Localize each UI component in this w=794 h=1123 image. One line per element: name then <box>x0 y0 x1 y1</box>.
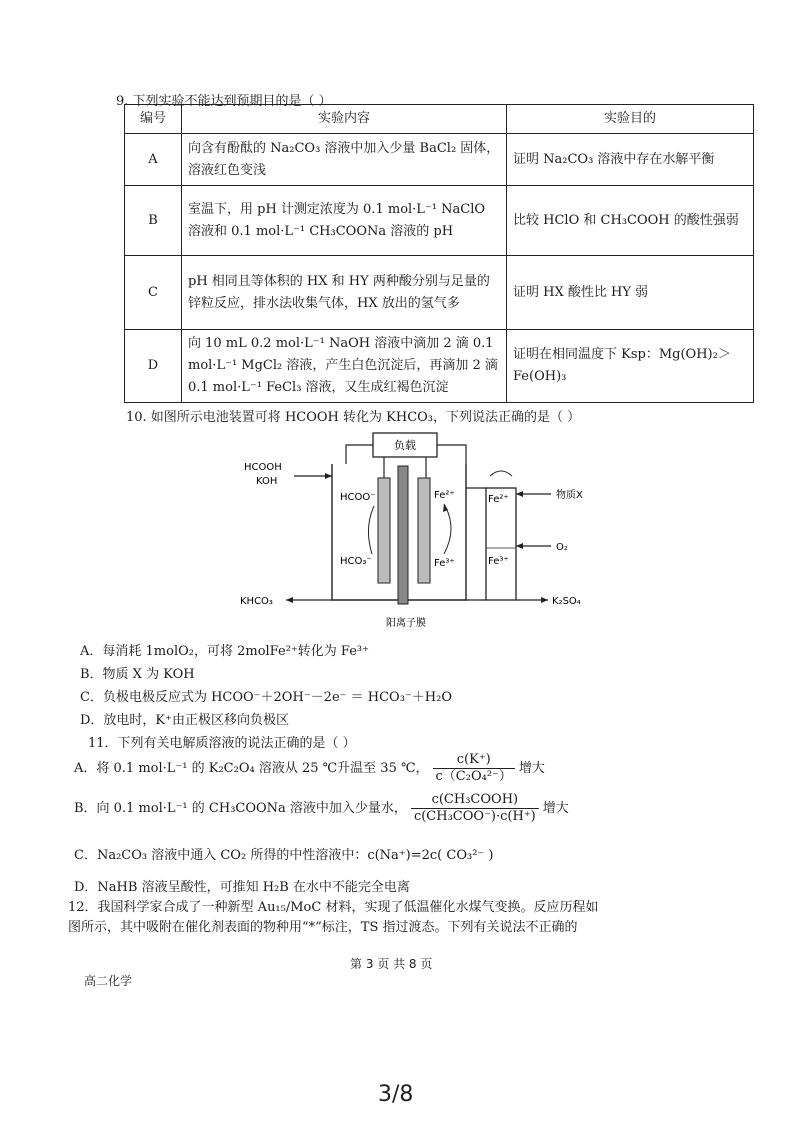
row-purpose: 证明在相同温度下 Ksp：Mg(OH)₂＞Fe(OH)₃ <box>507 330 754 403</box>
row-id: C <box>125 256 182 330</box>
row-content: 室温下，用 pH 计测定浓度为 0.1 mol·L⁻¹ NaClO 溶液和 0.1 mol·L⁻¹ CH₃COONa 溶液的 pH <box>182 186 507 256</box>
outlet-k2so4: K₂SO₄ <box>552 596 581 607</box>
q10-option-c: C．负极电极反应式为 HCOO⁻＋2OH⁻－2e⁻ ＝ HCO₃⁻＋H₂O <box>80 690 452 705</box>
q10-option-a: A．每消耗 1molO₂，可将 2molFe²⁺转化为 Fe³⁺ <box>80 644 369 659</box>
row-purpose: 证明 HX 酸性比 HY 弱 <box>507 256 754 330</box>
ion-fe3-left: Fe³⁺ <box>434 558 455 569</box>
fraction-numerator: c(K⁺) <box>433 752 515 769</box>
q12-line-1: 12．我国科学家合成了一种新型 Au₁₅/MoC 材料，实现了低温催化水煤气变换。反应历程如 <box>68 900 599 915</box>
q11-option-c: C．Na₂CO₃ 溶液中通入 CO₂ 所得的中性溶液中：c(Na⁺)=2c( CO₃²⁻ ) <box>74 848 494 863</box>
ion-fe2-left: Fe²⁺ <box>434 490 455 501</box>
ion-hcoo: HCOO⁻ <box>340 492 376 503</box>
ion-fe2-right: Fe²⁺ <box>488 494 509 505</box>
battery-diagram <box>236 428 616 633</box>
row-id: B <box>125 186 182 256</box>
q9-question: 9. 下列实验不能达到预期目的是（ ） <box>116 94 332 109</box>
row-purpose: 证明 Na₂CO₃ 溶液中存在水解平衡 <box>507 134 754 186</box>
page-number: 3/8 <box>378 1082 414 1107</box>
o2-label: O₂ <box>556 542 568 553</box>
table-row <box>125 186 754 256</box>
q11-a-tail: 增大 <box>518 761 545 776</box>
cation-membrane <box>398 466 408 604</box>
ion-hco3: HCO₃⁻ <box>340 556 372 567</box>
subject-label: 高二化学 <box>84 974 133 988</box>
header-content: 实验内容 <box>182 105 507 134</box>
q10-question: 10. 如图所示电池装置可将 HCOOH 转化为 KHCO₃，下列说法正确的是（ ） <box>126 410 581 425</box>
q10-option-b: B．物质 X 为 KOH <box>80 667 195 682</box>
q11-b-fraction <box>411 792 539 825</box>
q11-option-a <box>74 752 545 785</box>
table-row <box>125 330 754 403</box>
fraction-numerator: c(CH₃COOH) <box>411 792 539 809</box>
header-purpose: 实验目的 <box>507 105 754 134</box>
substance-x-label: 物质X <box>556 490 583 501</box>
table-row <box>125 256 754 330</box>
q11-option-b <box>74 792 569 825</box>
q11-b-tail: 增大 <box>542 801 569 816</box>
page-footer: 第 3 页 共 8 页 <box>350 957 433 971</box>
negative-electrode <box>378 478 390 583</box>
inlet-label-koh: KOH <box>256 476 278 487</box>
header-id: 编号 <box>125 105 182 134</box>
ion-fe3-right: Fe³⁺ <box>488 556 509 567</box>
row-content: 向 10 mL 0.2 mol·L⁻¹ NaOH 溶液中滴加 2 滴 0.1 mol·L⁻¹ MgCl₂ 溶液，产生白色沉淀后，再滴加 2 滴 0.1 mol·L⁻¹ FeCl₃ 溶液，又生成红褐色沉淀 <box>182 330 507 403</box>
row-content: pH 相同且等体积的 HX 和 HY 两种酸分别与足量的锌粒反应，排水法收集气体，HX 放出的氢气多 <box>182 256 507 330</box>
q11-b-text: B．向 0.1 mol·L⁻¹ 的 CH₃COONa 溶液中加入少量水， <box>74 801 407 816</box>
row-content: 向含有酚酞的 Na₂CO₃ 溶液中加入少量 BaCl₂ 固体，溶液红色变浅 <box>182 134 507 186</box>
table-row <box>125 134 754 186</box>
positive-electrode <box>418 478 430 583</box>
inlet-label-hcooh: HCOOH <box>244 462 282 473</box>
q11-question: 11．下列有关电解质溶液的说法正确的是（ ） <box>88 736 356 751</box>
q11-a-text: A．将 0.1 mol·L⁻¹ 的 K₂C₂O₄ 溶液从 25 ℃升温至 35 ℃， <box>74 761 429 776</box>
load-label: 负载 <box>394 439 416 452</box>
membrane-label: 阳离子膜 <box>386 618 426 629</box>
q11-a-fraction <box>433 752 515 785</box>
q10-option-d: D．放电时，K⁺由正极区移向负极区 <box>80 713 289 728</box>
row-id: D <box>125 330 182 403</box>
row-purpose: 比较 HClO 和 CH₃COOH 的酸性强弱 <box>507 186 754 256</box>
fraction-denominator: c（C₂O₄²⁻） <box>435 769 512 784</box>
table-header-row <box>125 105 754 134</box>
q12-line-2: 图所示，其中吸附在催化剂表面的物种用“*”标注，TS 指过渡态。下列有关说法不正确的 <box>68 920 578 935</box>
row-id: A <box>125 134 182 186</box>
q9-table <box>124 104 754 403</box>
q11-option-d: D．NaHB 溶液呈酸性，可推知 H₂B 在水中不能完全电离 <box>74 880 410 895</box>
fraction-denominator: c(CH₃COO⁻)·c(H⁺) <box>413 809 536 824</box>
outlet-khco3: KHCO₃ <box>240 596 273 607</box>
